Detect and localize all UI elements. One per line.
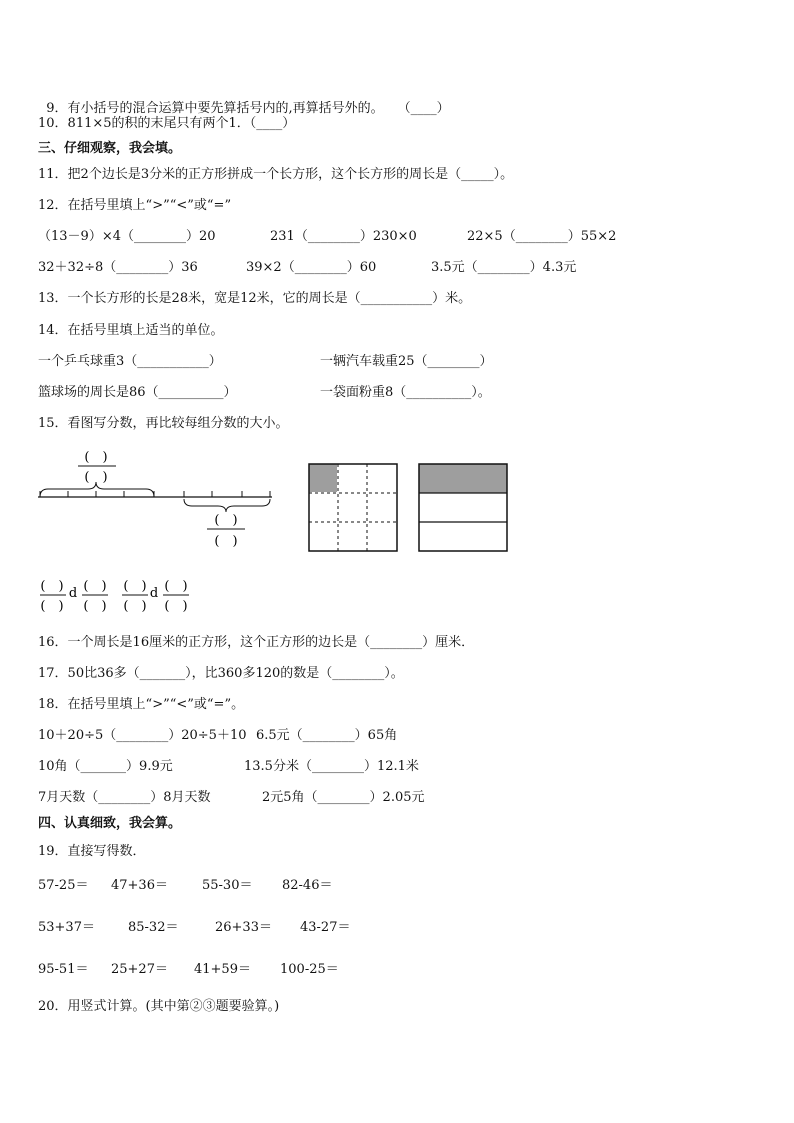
question-19: 19．直接写得数．: [38, 844, 146, 859]
question-18-item: 6.5元（________）65角: [256, 728, 398, 743]
question-18: 18．在括号里填上“>”“<”或“=”。: [38, 697, 245, 712]
fraction-compare-row: [40, 579, 189, 614]
question-14-item: 一袋面粉重8（__________）。: [320, 385, 491, 400]
svg-text:( ): ( ): [123, 599, 147, 614]
section-4-heading: 四、认真细致，我会算。: [38, 816, 182, 831]
svg-text:( ): ( ): [40, 599, 64, 614]
fraction-bottom-numerator: ( ): [214, 513, 238, 528]
question-12: 12．在括号里填上“>”“<”或“=”: [38, 198, 232, 213]
question-17: 17．50比36多（_______），比360多120的数是（________）。: [38, 666, 404, 681]
question-11: 11．把2个边长是3分米的正方形拼成一个长方形，这个长方形的周长是（_____）。: [38, 167, 514, 182]
question-20: 20．用竖式计算。(其中第②③题要验算。): [38, 999, 280, 1014]
fraction-top-denominator: ( ): [84, 470, 108, 485]
question-14-item: 篮球场的周长是86（__________）: [38, 385, 237, 400]
question-12-item: 3.5元（________）4.3元: [431, 260, 577, 275]
calc-item: 55-30＝: [202, 878, 253, 893]
question-14-item: 一个乒乓球重3（___________）: [38, 354, 222, 369]
fraction-top-numerator: ( ): [84, 450, 108, 465]
svg-text:( ): ( ): [83, 579, 107, 594]
question-18-item: 2元5角（________）2.05元: [262, 790, 425, 805]
svg-text:( ): ( ): [123, 579, 147, 594]
svg-text:( ): ( ): [40, 579, 64, 594]
svg-text:( ): ( ): [164, 599, 188, 614]
calc-item: 53+37＝: [38, 920, 95, 935]
question-18-item: 10＋20÷5（________）20÷5＋10: [38, 728, 247, 743]
question-13: 13．一个长方形的长是28米，宽是12米，它的周长是（___________）米。: [38, 291, 472, 306]
question-12-item: 22×5（________）55×2: [467, 229, 617, 244]
compare-symbol: d: [68, 586, 78, 601]
question-12-item: 32＋32÷8（________）36: [38, 260, 198, 275]
calc-item: 95-51＝: [38, 962, 89, 977]
calc-item: 85-32＝: [128, 920, 179, 935]
question-9-answer: （____）: [397, 101, 450, 116]
question-9-text: 9．有小括号的混合运算中要先算括号内的,再算括号外的。: [46, 101, 384, 116]
calc-item: 82-46＝: [282, 878, 333, 893]
question-18-item: 10角（_______）9.9元: [38, 759, 173, 774]
svg-text:( ): ( ): [83, 599, 107, 614]
question-12-item: 231（________）230×0: [270, 229, 417, 244]
fraction-bottom-denominator: ( ): [214, 534, 238, 549]
question-18-item: 13.5分米（________）12.1米: [244, 759, 419, 774]
question-16: 16．一个周长是16厘米的正方形，这个正方形的边长是（________）厘米．: [38, 635, 475, 650]
section-3-heading: 三、仔细观察，我会填。: [38, 141, 182, 156]
calc-item: 41+59＝: [194, 962, 251, 977]
question-12-item: （13－9）×4（________）20: [38, 229, 216, 244]
compare-symbol: d: [149, 586, 159, 601]
calc-item: 57-25＝: [38, 878, 89, 893]
question-12-item: 39×2（________）60: [246, 260, 377, 275]
bottom-brace: [184, 499, 270, 512]
calc-item: 26+33＝: [215, 920, 272, 935]
question-14-item: 一辆汽车载重25（________）: [320, 354, 493, 369]
svg-text:( ): ( ): [164, 579, 188, 594]
question-10: 10．811×5的积的末尾只有两个1．（____）: [38, 116, 296, 131]
grid-square-3x3: [309, 464, 397, 551]
calc-item: 25+27＝: [111, 962, 168, 977]
question-14: 14．在括号里填上适当的单位。: [38, 323, 224, 338]
question-18-item: 7月天数（________）8月天数: [38, 790, 211, 805]
row-square-thirds: [419, 464, 507, 551]
calc-item: 47+36＝: [111, 878, 168, 893]
question-15: 15．看图写分数，再比较每组分数的大小。: [38, 416, 289, 431]
calc-item: 43-27＝: [300, 920, 351, 935]
calc-item: 100-25＝: [280, 962, 339, 977]
